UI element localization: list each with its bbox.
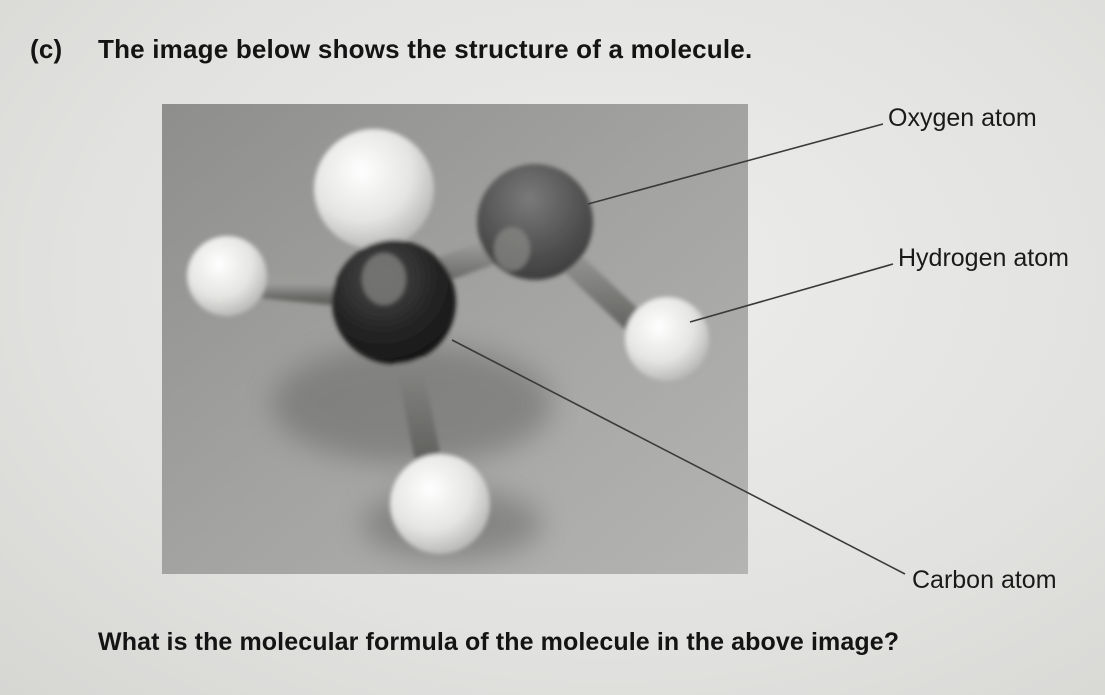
label-hydrogen-atom: Hydrogen atom [898,244,1069,272]
molecule-model-image [162,104,748,574]
hydrogen-atom-bottom [390,454,490,554]
molecule-photo [162,104,748,574]
hydrogen-atom-right [625,297,709,381]
question-intro-text: The image below shows the structure of a molecule. [98,34,753,64]
label-oxygen-atom: Oxygen atom [888,104,1037,132]
oxygen-atom [477,164,593,280]
hydrogen-atom-top [314,129,434,249]
question-intro [30,34,752,65]
question-prompt: What is the molecular formula of the molecule in the above image? [98,628,900,656]
hydrogen-atom-left [187,236,267,316]
question-part-label: (c) [30,34,63,64]
label-carbon-atom: Carbon atom [912,566,1057,594]
